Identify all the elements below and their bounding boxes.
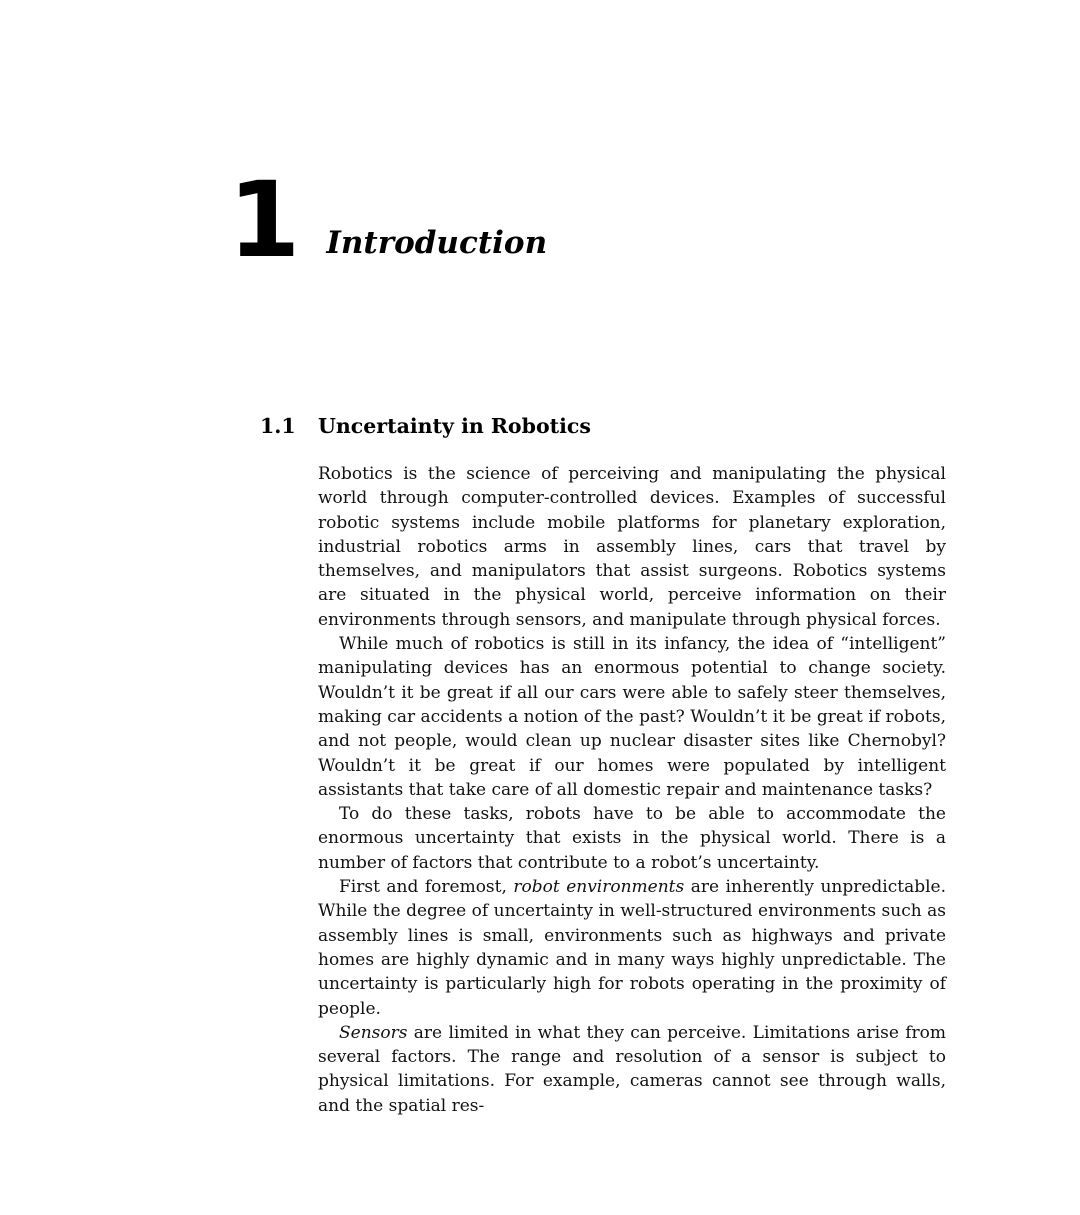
text-run: Robotics is the science of perceiving and manipulating the physical world through computer-controlled devices. Examples of successful robotic systems include mobile platforms for planetary exploration, industrial robotics arms in assembly lines, cars that travel by themselves, and manipulators that assist surgeons. Robotics systems are situated in the physical world, perceive information on their environments through sensors, and manipulate through physical forces. <box>318 464 946 630</box>
text-run: are limited in what they can perceive. Limitations arise from several factors. The range and resolution of a sensor is subject to physical limitations. For example, cameras cannot see through walls, and the spatial res- <box>318 1022 946 1116</box>
paragraph <box>318 875 946 1021</box>
italic-text-run: Sensors <box>339 1022 408 1043</box>
paragraph <box>318 802 946 875</box>
text-run: are inherently unpredictable. While the degree of uncertainty in well-structured environments such as assembly lines is small, environments such as highways and private homes are highly dynamic and in many ways highly unpredictable. The uncertainty is particularly high for robots operating in the proximity of people. <box>318 877 947 1019</box>
section-number: 1.1 <box>260 414 296 438</box>
paragraph <box>318 632 946 802</box>
text-run: To do these tasks, robots have to be able to accommodate the enormous uncertainty that exists in the physical world. There is a number of factors that contribute to a robot’s uncertainty. <box>318 804 946 873</box>
text-run: First and foremost, <box>339 877 514 898</box>
chapter-number: 1 <box>228 159 297 281</box>
body-text <box>318 462 946 1118</box>
paragraph <box>318 1021 946 1118</box>
chapter-heading <box>228 159 548 281</box>
text-run: While much of robotics is still in its infancy, the idea of “intelligent” manipulating devices has an enormous potential to change society. Wouldn’t it be great if all our cars were able to safely steer themselves, making car accidents a notion of the past? Wouldn’t it be great if robots, and not people, would clean up nuclear disaster sites like Chernobyl? Wouldn’t it be great if our homes were populated by intelligent assistants that take care of all domestic repair and maintenance tasks? <box>318 634 946 800</box>
paragraph <box>318 462 946 632</box>
chapter-title: Introduction <box>326 224 548 261</box>
section-heading <box>260 414 591 438</box>
section-title: Uncertainty in Robotics <box>318 414 591 438</box>
italic-text-run: robot environments <box>513 877 685 898</box>
